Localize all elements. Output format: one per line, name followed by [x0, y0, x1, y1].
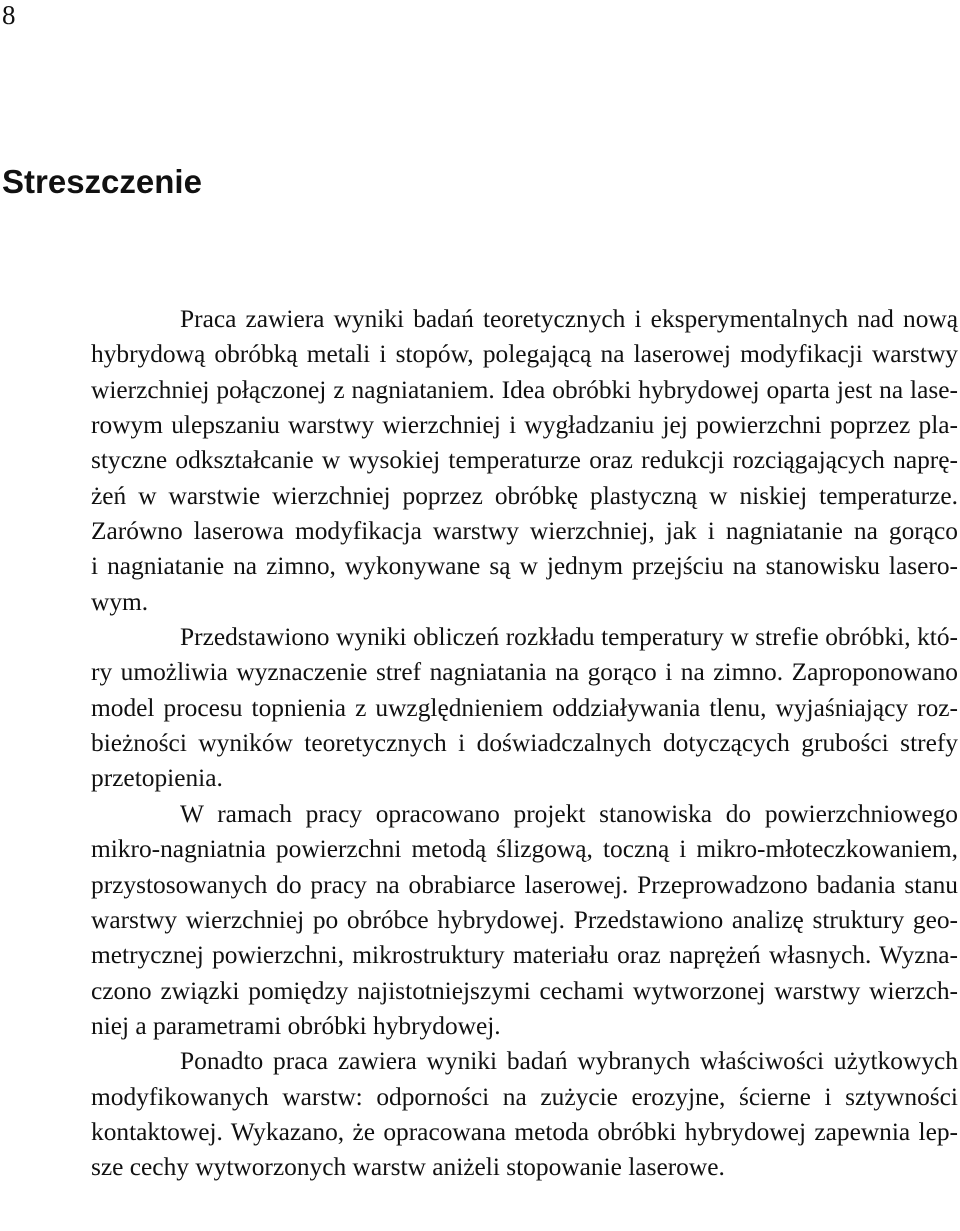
- text-line: wierzchniej połączonej z nagniataniem. Idea obróbki hybrydowej oparta jest na lase-: [91, 375, 958, 404]
- section-title: Streszczenie: [2, 163, 202, 200]
- text-line: sze cechy wytworzonych warstw aniżeli stopowanie laserowe.: [91, 1153, 725, 1182]
- text-line: bieżności wyników teoretycznych i doświadczalnych dotyczących grubości strefy: [91, 729, 958, 758]
- paragraph: [2, 620, 958, 797]
- text-line: Ponadto praca zawiera wyniki badań wybranych właściwości użytkowych: [180, 1047, 958, 1076]
- text-line: niej a parametrami obróbki hybrydowej.: [91, 1011, 501, 1040]
- abstract-body: [2, 302, 958, 1186]
- text-line: mikro-nagniatnia powierzchni metodą ślizgową, toczną i mikro-młoteczkowaniem,: [91, 835, 958, 864]
- text-line: przystosowanych do pracy na obrabiarce laserowej. Przeprowadzono badania stanu: [91, 870, 958, 899]
- text-line: przetopienia.: [91, 764, 223, 793]
- text-line: metrycznej powierzchni, mikrostruktury materiału oraz naprężeń własnych. Wyzna-: [91, 941, 958, 970]
- text-line: modyfikowanych warstw: odporności na zużycie erozyjne, ścierne i sztywności: [91, 1082, 958, 1111]
- text-line: kontaktowej. Wykazano, że opracowana metoda obróbki hybrydowej zapewnia lep-: [91, 1117, 958, 1146]
- text-line: hybrydową obróbką metali i stopów, polegającą na laserowej modyfikacji warstwy: [91, 340, 958, 369]
- text-line: styczne odkształcanie w wysokiej temperaturze oraz redukcji rozciągających naprę-: [91, 446, 958, 475]
- paragraph: [2, 797, 958, 1044]
- text-line: warstwy wierzchniej po obróbce hybrydowej. Przedstawiono analizę struktury geo-: [91, 905, 958, 934]
- text-line: rowym ulepszaniu warstwy wierzchniej i wygładzaniu jej powierzchni poprzez pla-: [91, 411, 958, 440]
- text-line: Przedstawiono wyniki obliczeń rozkładu temperatury w strefie obróbki, któ-: [180, 623, 958, 652]
- paragraph: [2, 302, 958, 620]
- text-line: Praca zawiera wyniki badań teoretycznych i eksperymentalnych nad nową: [180, 305, 958, 333]
- text-line: żeń w warstwie wierzchniej poprzez obróbkę plastyczną w niskiej temperaturze.: [91, 481, 958, 510]
- text-line: wym.: [91, 587, 149, 616]
- text-line: i nagniatanie na zimno, wykonywane są w jednym przejściu na stanowisku lasero-: [91, 552, 958, 581]
- text-line: czono związki pomiędzy najistotniejszymi cechami wytworzonej warstwy wierzch-: [91, 976, 958, 1005]
- text-line: Zarówno laserowa modyfikacja warstwy wierzchniej, jak i nagniatanie na gorąco: [91, 517, 958, 546]
- paragraph: [2, 1044, 958, 1185]
- text-line: model procesu topnienia z uwzględnieniem oddziaływania tlenu, wyjaśniający roz-: [91, 693, 958, 722]
- text-line: W ramach pracy opracowano projekt stanowiska do powierzchniowego: [180, 799, 958, 828]
- text-line: ry umożliwia wyznaczenie stref nagniatania na gorąco i na zimno. Zaproponowano: [91, 658, 958, 687]
- page-number: 8: [2, 0, 16, 30]
